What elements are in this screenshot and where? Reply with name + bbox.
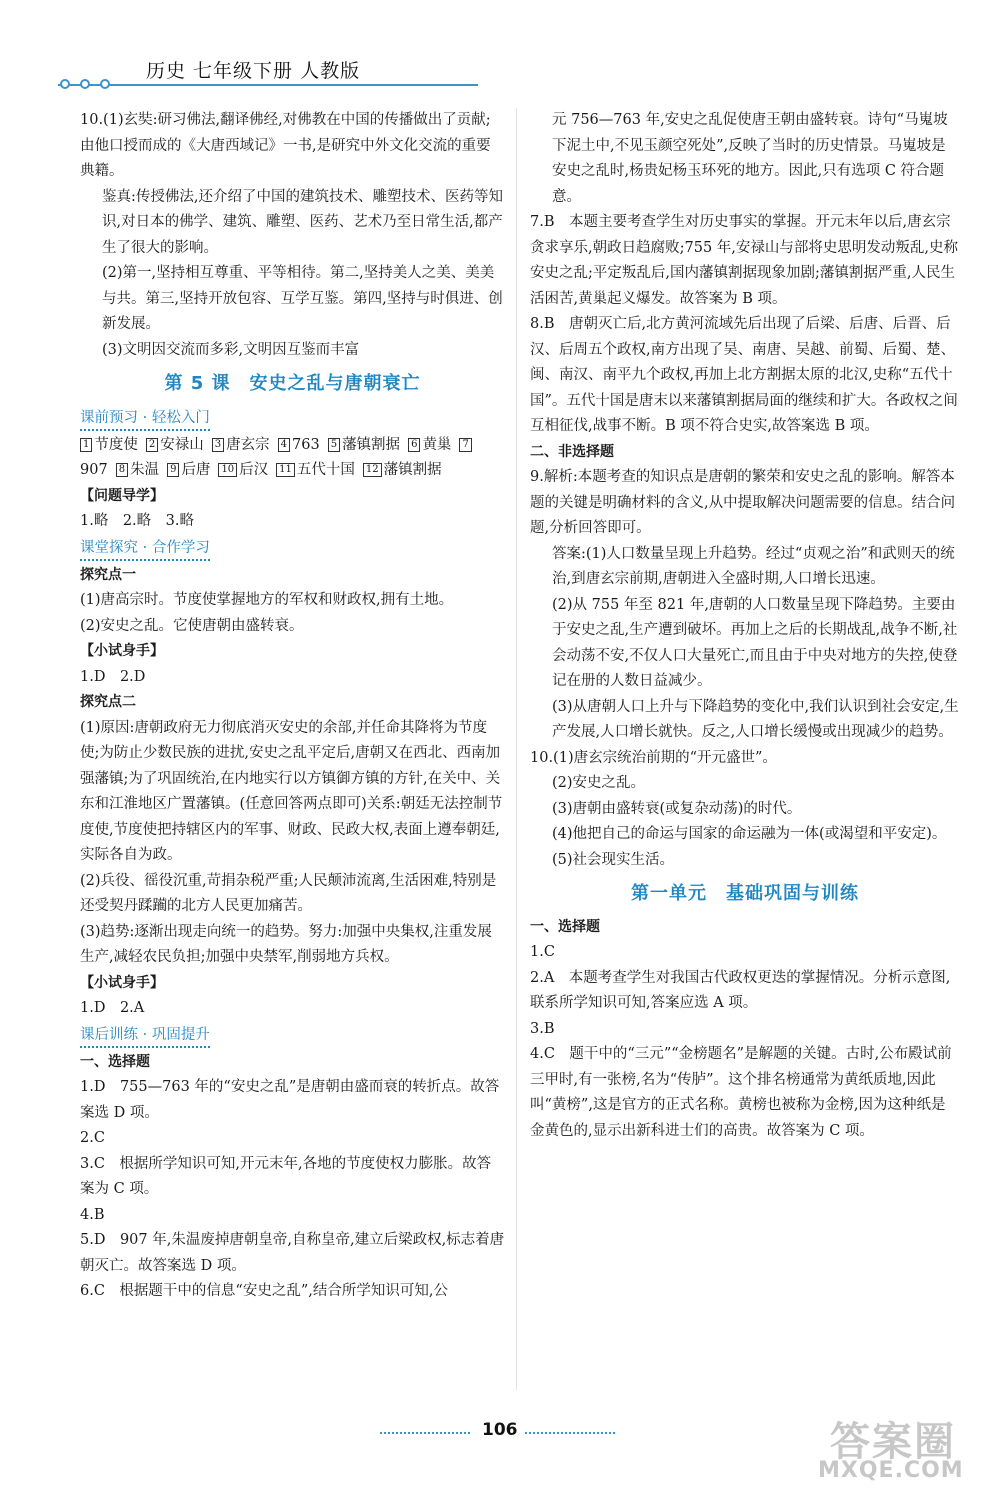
section-class: 课堂探究 · 合作学习 bbox=[80, 537, 210, 561]
unit-title: 第一单元 基础巩固与训练 bbox=[631, 883, 859, 904]
footer-dots-right bbox=[525, 1432, 615, 1434]
preview-item-text: 黄巢 bbox=[422, 436, 452, 453]
answer-2: 2.C bbox=[80, 1130, 105, 1146]
preview-item-number: 9 bbox=[167, 463, 179, 477]
answer-1: 1.D 755—763 年的“安史之乱”是唐朝由盛而衰的转折点。故答案选 D 项。 bbox=[80, 1079, 500, 1121]
watermark bbox=[810, 1410, 990, 1490]
answer-10-r1: 10.(1)唐玄宗统治前期的“开元盛世”。 bbox=[530, 749, 777, 766]
preview-item bbox=[212, 437, 270, 453]
unit-answer-1: 1.C bbox=[530, 944, 555, 960]
answer-7: 7.B 本题主要考查学生对历史事实的掌握。开元末年以后,唐玄宗贪求享乐,朝政日趋腐败;755 年,安禄山与部将史思明发动叛乱,史称安史之乱;平定叛乱后,国内藩镇割据现象加剧;藩镇割据严重,人民生活困苦,黄巢起义爆发。故答案为 B 项。 bbox=[530, 214, 958, 307]
lesson-title: 第 5 课 安史之乱与唐朝衰亡 bbox=[164, 373, 421, 394]
answer-6: 6.C 根据题干中的信息“安史之乱”,结合所学知识可知,公 bbox=[80, 1283, 448, 1299]
answer-3: 3.C 根据所学知识可知,开元末年,各地的节度使权力膨胀。故答案为 C 项。 bbox=[80, 1155, 492, 1197]
preview-item-text: 唐玄宗 bbox=[226, 436, 270, 453]
preview-answer-list bbox=[80, 433, 505, 484]
wenti-label: 【问题导学】 bbox=[80, 487, 164, 504]
answer-9-analysis: 9.解析:本题考查的知识点是唐朝的繁荣和安史之乱的影响。解答本题的关键是明确材料的含义,从中提取解决问题需要的信息。结合问题,分析回答即可。 bbox=[530, 469, 956, 536]
page-title: 历史 七年级下册 人教版 bbox=[146, 60, 361, 82]
answer-9-2: (2)从 755 年至 821 年,唐朝的人口数量呈现下降趋势。主要由于安史之乱,生产遭到破坏。再加上之后的长期战乱,战争不断,社会动荡不安,不仅人口大量死亡,而且由于中央对地方的失控,使登记在册的人数日益减少。 bbox=[552, 596, 958, 689]
preview-item bbox=[408, 437, 451, 453]
page-number: 106 bbox=[482, 1420, 518, 1440]
answer-8: 8.B 唐朝灭亡后,北方黄河流域先后出现了后梁、后唐、后晋、后汉、后周五个政权,南方出现了吴、南唐、吴越、前蜀、后蜀、楚、闽、南汉、南平九个政权,再加上北方割据太原的北汉,史称“五代十国”。五代十国是唐末以来藩镇割据局面的继续和扩大。各政权之间互相征伐,战事不断。B 项不符合史实,故答案选 B 项。 bbox=[530, 316, 958, 434]
preview-item-text: 后汉 bbox=[239, 462, 269, 478]
answer-4: 4.B bbox=[80, 1206, 105, 1223]
preview-item-number: 2 bbox=[146, 438, 158, 452]
left-column bbox=[80, 108, 505, 1305]
tanjiu2-3: (3)趋势:逐渐出现走向统一的趋势。努力:加强中央集权,注重发展生产,减轻农民负担;加强中央禁军,削弱地方兵权。 bbox=[80, 923, 492, 965]
tanjiu2-label: 探究点二 bbox=[80, 694, 136, 710]
preview-item-number: 10 bbox=[218, 463, 237, 477]
unit-answer-3: 3.B bbox=[530, 1020, 555, 1037]
preview-item-text: 安禄山 bbox=[160, 436, 204, 453]
xiaoshi1-label: 【小试身手】 bbox=[80, 643, 164, 659]
section-after: 课后训练 · 巩固提升 bbox=[80, 1024, 210, 1048]
column-divider bbox=[516, 108, 517, 1390]
preview-item-text: 节度使 bbox=[94, 436, 138, 453]
answer-10-jianzhen: 鉴真:传授佛法,还介绍了中国的建筑技术、雕塑技术、医药等知识,对日本的佛学、建筑、雕塑、医药、艺术乃至日常生活,都产生了很大的影响。 bbox=[102, 188, 503, 256]
unit-answer-2: 2.A 本题考查学生对我国古代政权更迭的掌握情况。分析示意图,联系所学知识可知,答案应选 A 项。 bbox=[530, 969, 951, 1011]
preview-item bbox=[218, 462, 268, 478]
preview-item-text: 五代十国 bbox=[296, 462, 355, 478]
nonchoice-label: 二、非选择题 bbox=[530, 443, 614, 460]
page-footer bbox=[380, 1418, 620, 1448]
watermark-logo: 答案圈 bbox=[830, 1419, 956, 1465]
preview-item-text: 藩镇割据 bbox=[342, 436, 401, 453]
header-dot-icon bbox=[60, 79, 70, 89]
preview-item-number: 12 bbox=[363, 463, 382, 477]
xiaoshi2-label: 【小试身手】 bbox=[80, 974, 164, 991]
tanjiu1-1: (1)唐高宗时。节度使掌握地方的军权和财政权,拥有土地。 bbox=[80, 592, 454, 608]
header-dot-icon bbox=[80, 79, 90, 89]
answer-10-3: (3)文明因交流而多彩,文明因互鉴而丰富 bbox=[102, 341, 360, 358]
xiaoshi1-answers: 1.D 2.D bbox=[80, 668, 146, 685]
unit-answer-4: 4.C 题干中的“三元”“金榜题名”是解题的关键。古时,公布殿试前三甲时,有一张榜,名为“传胪”。这个排名榜通常为黄纸质地,因此叫“黄榜”,这是官方的正式名称。黄榜也被称为金榜,因为这种纸是金黄色的,显示出新科进士们的高贵。故答案为 C 项。 bbox=[530, 1046, 952, 1139]
tanjiu1-2: (2)安史之乱。它使唐朝由盛转衰。 bbox=[80, 617, 304, 634]
preview-item-text: 藩镇割据 bbox=[383, 462, 442, 478]
header-rule bbox=[58, 84, 478, 86]
preview-item-text: 763 bbox=[292, 436, 320, 453]
tanjiu2-1: (1)原因:唐朝政府无力彻底消灭安史的余部,并任命其降将为节度使;为防止少数民族的进扰,安史之乱平定后,唐朝又在西北、西南加强藩镇;为了巩固统治,在内地实行以方镇御方镇的方针,在关中、关东和江淮地区广置藩镇。(任意回答两点即可)关系:朝廷无法控制节度使,节度使把持辖区内的军事、财政、民政大权,表面上遵奉朝廷,实际各自为政。 bbox=[80, 719, 503, 863]
preview-item bbox=[278, 437, 320, 453]
answer-10-2: (2)第一,坚持相互尊重、平等相待。第二,坚持美人之美、美美与共。第三,坚持开放包容、互学互鉴。第四,坚持与时俱进、创新发展。 bbox=[102, 265, 503, 332]
preview-item-number: 5 bbox=[328, 438, 340, 452]
preview-item bbox=[146, 437, 204, 453]
preview-item-number: 1 bbox=[80, 438, 92, 452]
answer-6-cont: 元 756—763 年,安史之乱促使唐王朝由盛转衰。诗句“马嵬坡下泥土中,不见玉颜空死处”,反映了当时的历史情景。马嵬坡是安史之乱时,杨贵妃杨玉环死的地方。因此,只有选项 C 符合题意。 bbox=[552, 112, 948, 205]
preview-item bbox=[363, 462, 442, 478]
preview-item bbox=[116, 462, 159, 478]
tanjiu1-label: 探究点一 bbox=[80, 566, 136, 583]
answer-9-3: (3)从唐朝人口上升与下降趋势的变化中,我们认识到社会安定,生产发展,人口增长就快。反之,人口增长缓慢或出现减少的趋势。 bbox=[552, 698, 959, 740]
answer-10-r5: (5)社会现实生活。 bbox=[552, 851, 675, 868]
preview-item-number: 4 bbox=[278, 438, 290, 452]
preview-item-number: 7 bbox=[459, 438, 471, 452]
preview-item bbox=[276, 462, 355, 478]
section-preview: 课前预习 · 轻松入门 bbox=[80, 407, 210, 431]
xiaoshi2-answers: 1.D 2.A bbox=[80, 1000, 145, 1016]
right-column bbox=[530, 108, 960, 1144]
answer-10-r3: (3)唐朝由盛转衰(或复杂动荡)的时代。 bbox=[552, 800, 802, 817]
preview-item bbox=[80, 437, 138, 453]
preview-item-number: 8 bbox=[116, 463, 128, 477]
tanjiu2-2: (2)兵役、徭役沉重,苛捐杂税严重;人民颠沛流离,生活困难,特别是还受契丹蹂躏的北方人民更加痛苦。 bbox=[80, 872, 497, 914]
preview-item-text: 907 bbox=[80, 462, 108, 478]
preview-item-text: 朱温 bbox=[130, 462, 160, 478]
answer-10-r2: (2)安史之乱。 bbox=[552, 775, 646, 791]
preview-item-number: 11 bbox=[276, 463, 295, 477]
wenti-answers: 1.略 2.略 3.略 bbox=[80, 513, 195, 529]
choice-label: 一、选择题 bbox=[80, 1053, 150, 1070]
answer-9-1: 答案:(1)人口数量呈现上升趋势。经过“贞观之治”和武则天的统治,到唐玄宗前期,唐朝进入全盛时期,人口增长迅速。 bbox=[552, 545, 955, 587]
watermark-url: MXQE.COM bbox=[818, 1458, 964, 1483]
preview-item bbox=[167, 462, 210, 478]
answer-10-r4: (4)他把自己的命运与国家的命运融为一体(或渴望和平安定)。 bbox=[552, 826, 947, 842]
preview-item-number: 6 bbox=[408, 438, 420, 452]
choice-label-2: 一、选择题 bbox=[530, 918, 600, 935]
header-dot-icon bbox=[100, 79, 110, 89]
preview-item bbox=[328, 437, 400, 453]
preview-item-text: 后唐 bbox=[181, 462, 211, 478]
page-header bbox=[58, 50, 478, 100]
footer-dots-left bbox=[380, 1432, 470, 1434]
preview-item-number: 3 bbox=[212, 438, 224, 452]
answer-5: 5.D 907 年,朱温废掉唐朝皇帝,自称皇帝,建立后梁政权,标志着唐朝灭亡。故答案选 D 项。 bbox=[80, 1232, 505, 1274]
answer-10-1: 10.(1)玄奘:研习佛法,翻译佛经,对佛教在中国的传播做出了贡献;由他口授而成的《大唐西域记》一书,是研究中外文化交流的重要典籍。 bbox=[80, 112, 491, 179]
